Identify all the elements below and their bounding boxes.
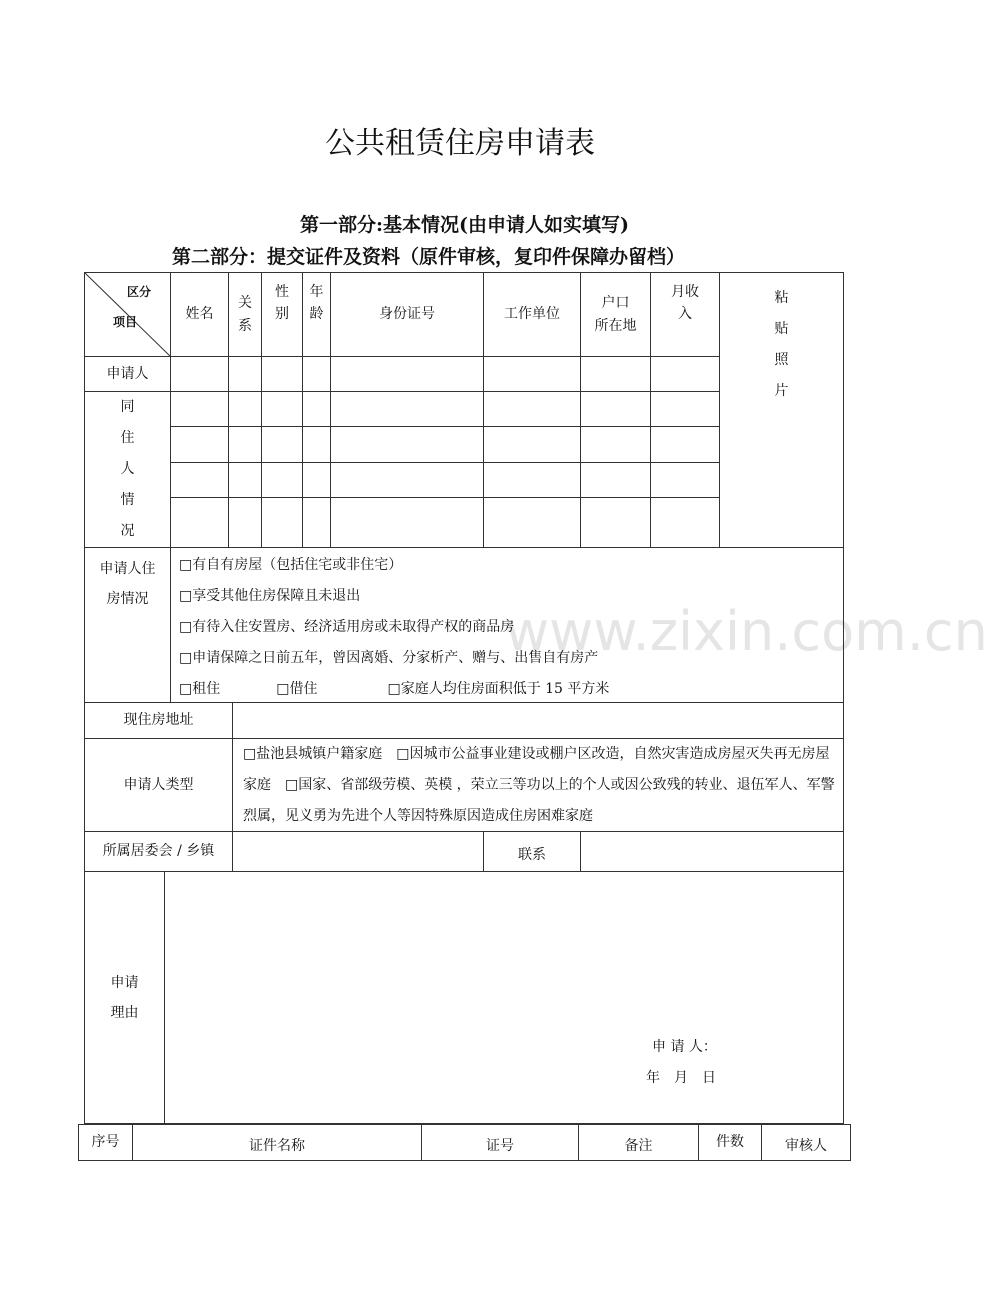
- reason-input[interactable]: [164, 871, 844, 1124]
- member-cell[interactable]: [650, 426, 720, 463]
- member-cell[interactable]: [650, 356, 720, 392]
- docs-col-no: 序号: [78, 1124, 133, 1161]
- member-cell[interactable]: [580, 356, 651, 392]
- housing-option-rent[interactable]: □租住: [179, 681, 221, 697]
- member-cell[interactable]: [170, 391, 229, 427]
- member-cell[interactable]: [261, 426, 303, 463]
- address-input[interactable]: [232, 702, 844, 739]
- member-cell[interactable]: [170, 497, 229, 548]
- contact-label: 联系: [483, 831, 581, 872]
- member-cell[interactable]: [580, 391, 651, 427]
- reason-label: 申请 理由: [84, 871, 165, 1124]
- housing-option-pending[interactable]: □有待入住安置房、经济适用房或未取得产权的商品房: [179, 619, 515, 635]
- member-cell[interactable]: [483, 462, 581, 498]
- member-cell[interactable]: [170, 426, 229, 463]
- member-cell[interactable]: [302, 356, 331, 392]
- member-cell[interactable]: [228, 497, 262, 548]
- member-cell[interactable]: [650, 391, 720, 427]
- member-cell[interactable]: [483, 497, 581, 548]
- part2-heading: 第二部分：提交证件及资料（原件审核，复印件保障办留档）: [172, 246, 686, 268]
- photo-area: 粘 贴 照 片: [719, 272, 844, 548]
- member-cell[interactable]: [302, 391, 331, 427]
- docs-col-name: 证件名称: [132, 1124, 422, 1161]
- part1-heading: 第一部分:基本情况(由申请人如实填写): [300, 214, 629, 236]
- member-cell[interactable]: [483, 391, 581, 427]
- row-label-applicant: 申请人: [84, 356, 171, 392]
- col-workplace: 工作单位: [483, 272, 581, 357]
- member-cell[interactable]: [228, 426, 262, 463]
- applicant-type-label: 申请人类型: [84, 738, 233, 832]
- member-cell[interactable]: [170, 462, 229, 498]
- corner-cell: [84, 272, 171, 357]
- housing-option-small-area[interactable]: □家庭人均住房面积低于 15 平方米: [387, 681, 610, 697]
- committee-label: 所属居委会 / 乡镇: [84, 831, 233, 872]
- col-income: 月收 入: [650, 272, 720, 357]
- member-cell[interactable]: [330, 426, 484, 463]
- member-cell[interactable]: [650, 462, 720, 498]
- member-cell[interactable]: [302, 462, 331, 498]
- member-cell[interactable]: [261, 497, 303, 548]
- member-cell[interactable]: [302, 497, 331, 548]
- housing-label: 申请人住 房情况: [84, 547, 171, 703]
- address-label: 现住房地址: [84, 702, 233, 739]
- member-cell[interactable]: [330, 497, 484, 548]
- housing-option-borrow[interactable]: □借住: [276, 681, 318, 697]
- member-cell[interactable]: [228, 462, 262, 498]
- member-cell[interactable]: [650, 497, 720, 548]
- col-relation: 关 系: [228, 272, 262, 357]
- member-cell[interactable]: [580, 426, 651, 463]
- member-cell[interactable]: [330, 391, 484, 427]
- applicant-type-options[interactable]: □盐池县城镇户籍家庭 □因城市公益事业建设或棚户区改造，自然灾害造成房屋灭失再无房屋家庭 □国家、省部级劳模、英模 ，荣立三等功以上的个人或因公致残的转业、退伍军人、军警烈属，见义勇为先进个人等因特殊原因造成住房困难家庭: [232, 738, 844, 832]
- member-cell[interactable]: [261, 356, 303, 392]
- member-cell[interactable]: [483, 356, 581, 392]
- docs-col-note: 备注: [578, 1124, 699, 1161]
- housing-options: [179, 550, 609, 705]
- housing-option-transferred[interactable]: □申请保障之日前五年，曾因离婚、分家析产、赠与、出售自有房产: [179, 650, 599, 666]
- col-age: 年 龄: [302, 272, 331, 357]
- member-cell[interactable]: [228, 391, 262, 427]
- member-cell[interactable]: [261, 391, 303, 427]
- member-cell[interactable]: [228, 356, 262, 392]
- row-label-cohabitants: 同 住 人 情 况: [84, 391, 171, 548]
- member-cell[interactable]: [261, 462, 303, 498]
- watermark: www.zixin.com.cn: [505, 600, 988, 663]
- housing-option-own[interactable]: □有自有房屋（包括住宅或非住宅）: [179, 557, 403, 573]
- applicant-signature-label: 申 请 人：: [652, 1039, 717, 1055]
- member-cell[interactable]: [483, 426, 581, 463]
- corner-bottom-label: 项目: [113, 315, 138, 329]
- contact-input[interactable]: [580, 831, 844, 872]
- committee-input[interactable]: [232, 831, 484, 872]
- col-gender: 性 别: [261, 272, 303, 357]
- col-hukou: 户口 所在地: [580, 272, 651, 357]
- member-cell[interactable]: [580, 462, 651, 498]
- member-cell[interactable]: [580, 497, 651, 548]
- date-label: 年 月 日: [646, 1070, 716, 1086]
- corner-top-label: 区分: [127, 285, 152, 299]
- member-cell[interactable]: [330, 462, 484, 498]
- member-cell[interactable]: [170, 356, 229, 392]
- member-cell[interactable]: [330, 356, 484, 392]
- docs-col-number: 证号: [421, 1124, 579, 1161]
- col-name: 姓名: [170, 272, 229, 357]
- col-id-number: 身份证号: [330, 272, 484, 357]
- member-cell[interactable]: [302, 426, 331, 463]
- page-title: 公共租赁住房申请表: [325, 126, 595, 161]
- docs-col-reviewer: 审核人: [761, 1124, 851, 1161]
- docs-col-count: 件数: [698, 1124, 762, 1161]
- housing-option-other-security[interactable]: □享受其他住房保障且未退出: [179, 588, 361, 604]
